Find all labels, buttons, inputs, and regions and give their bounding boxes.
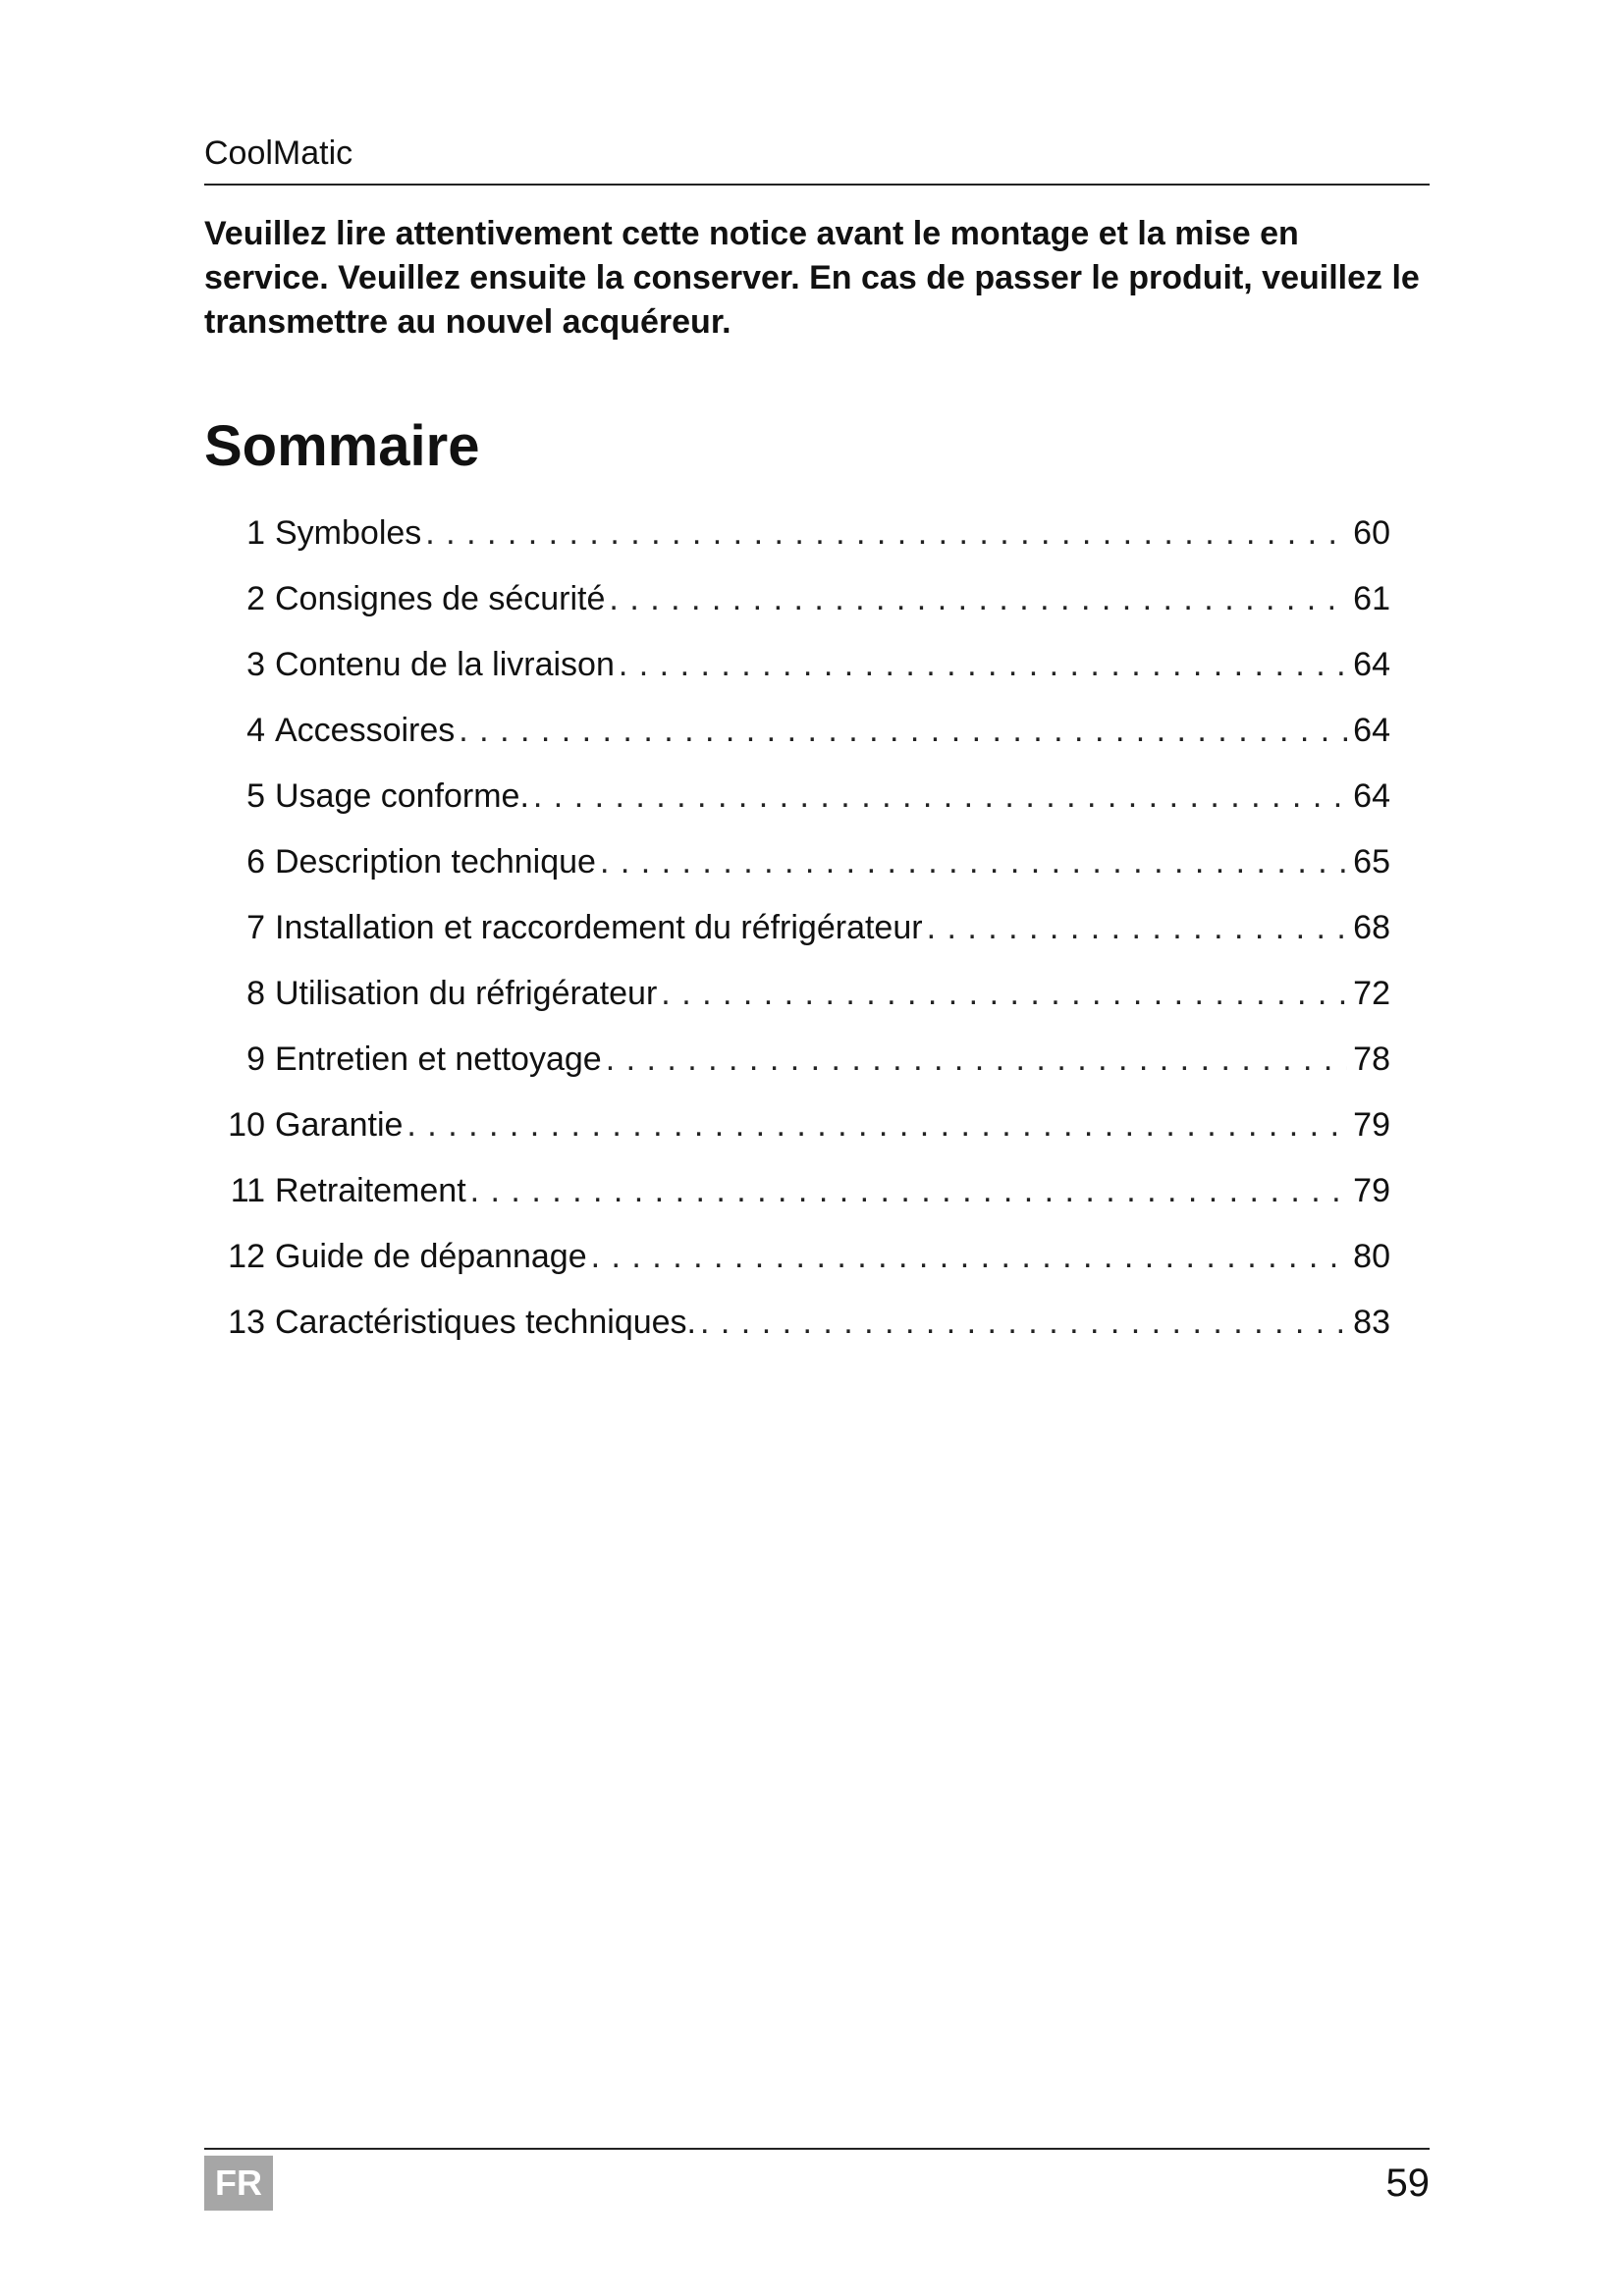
toc-entry-number: 8 [246, 975, 265, 1012]
toc-entry-number: 1 [246, 514, 265, 552]
toc-entry-symboles[interactable] [216, 501, 1390, 566]
toc-entry-contenu[interactable] [216, 632, 1390, 698]
toc-entry-consignes[interactable] [216, 566, 1390, 632]
toc-leader-dots [421, 501, 1347, 566]
toc-entry-retraitement[interactable] [216, 1158, 1390, 1224]
toc-heading: Sommaire [204, 414, 480, 478]
toc-entry-entretien[interactable] [216, 1027, 1390, 1093]
toc-entry-page: 79 [1353, 1172, 1390, 1209]
toc-entry-number: 4 [246, 712, 265, 749]
toc-entry-page: 80 [1353, 1238, 1390, 1275]
toc-entry-page: 60 [1353, 514, 1390, 552]
toc-entry-page: 79 [1353, 1106, 1390, 1144]
toc-entry-number: 10 [228, 1106, 265, 1144]
toc-entry-number: 12 [228, 1238, 265, 1275]
toc-entry-page: 72 [1353, 975, 1390, 1012]
toc-entry-label: Description technique [275, 843, 596, 881]
toc-entry-label: Installation et raccordement du réfrigérateur [275, 909, 923, 946]
intro-notice: Veuillez lire attentivement cette notice avant le montage et la mise en service. Veuillez ensuite la conserver. En cas de passer le produit, veuillez le transmettre au nouvel acquéreur. [204, 215, 1420, 341]
toc-entry-label: Utilisation du réfrigérateur [275, 975, 658, 1012]
toc-entry-label: Entretien et nettoyage [275, 1041, 602, 1078]
toc-entry-label: Consignes de sécurité [275, 580, 606, 617]
toc-entry-page: 64 [1353, 777, 1390, 815]
toc-entry-caracteristiques[interactable] [216, 1290, 1390, 1356]
toc-entry-label: Symboles [275, 514, 422, 552]
toc-leader-dots [529, 764, 1347, 829]
header-divider [204, 184, 1430, 186]
language-badge: FR [204, 2156, 273, 2211]
page-number: 59 [1385, 2162, 1430, 2205]
toc-entry-number: 11 [230, 1172, 265, 1209]
toc-entry-page: 68 [1353, 909, 1390, 946]
toc-leader-dots [455, 698, 1347, 764]
running-header-title: CoolMatic [204, 134, 353, 172]
toc-entry-installation[interactable] [216, 895, 1390, 961]
toc-entry-page: 64 [1353, 712, 1390, 749]
toc-entry-garantie[interactable] [216, 1093, 1390, 1158]
toc-leader-dots [657, 961, 1347, 1027]
toc-entry-number: 2 [246, 580, 265, 617]
toc-leader-dots [615, 632, 1347, 698]
toc-leader-dots [923, 895, 1348, 961]
toc-leader-dots [602, 1027, 1347, 1093]
footer-divider [204, 2148, 1430, 2150]
toc-entry-label: Retraitement [275, 1172, 466, 1209]
toc-entry-page: 65 [1353, 843, 1390, 881]
toc-entry-number: 6 [246, 843, 265, 881]
toc-entry-number: 7 [246, 909, 265, 946]
toc-entry-utilisation[interactable] [216, 961, 1390, 1027]
toc-entry-label: Guide de dépannage [275, 1238, 587, 1275]
toc-entry-page: 64 [1353, 646, 1390, 683]
toc-entry-number: 13 [228, 1304, 265, 1341]
toc-entry-depannage[interactable] [216, 1224, 1390, 1290]
toc-entry-label: Contenu de la livraison [275, 646, 615, 683]
toc-entry-label: Usage conforme. [275, 777, 529, 815]
toc-leader-dots [596, 829, 1347, 895]
toc-leader-dots [696, 1290, 1347, 1356]
toc-entry-label: Caractéristiques techniques. [275, 1304, 697, 1341]
toc-entry-page: 78 [1353, 1041, 1390, 1078]
toc-entry-page: 83 [1353, 1304, 1390, 1341]
toc-entry-label: Garantie [275, 1106, 404, 1144]
toc-leader-dots [587, 1224, 1348, 1290]
toc-leader-dots [466, 1158, 1348, 1224]
toc-entry-number: 9 [246, 1041, 265, 1078]
toc-entry-accessoires[interactable] [216, 698, 1390, 764]
toc-entry-page: 61 [1353, 580, 1390, 617]
toc-entry-number: 3 [246, 646, 265, 683]
toc-entry-description[interactable] [216, 829, 1390, 895]
toc-entry-usage[interactable] [216, 764, 1390, 829]
toc-leader-dots [403, 1093, 1347, 1158]
toc-entry-label: Accessoires [275, 712, 456, 749]
toc-leader-dots [605, 566, 1347, 632]
toc-entry-number: 5 [246, 777, 265, 815]
